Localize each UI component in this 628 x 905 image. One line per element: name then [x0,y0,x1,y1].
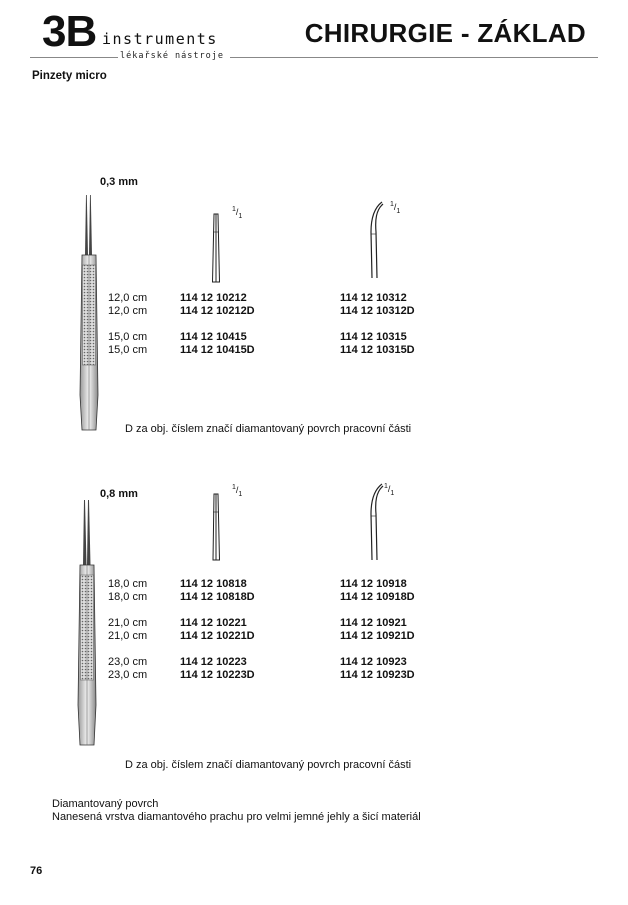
row-length: 23,0 cm [108,669,148,681]
row-length: 23,0 cm [108,656,148,668]
order-code-straight: 114 12 10415 [180,331,247,343]
curved-tip-detail [360,200,386,280]
brand-tagline: lékařské nástroje [120,51,224,61]
header-rule-left [30,57,118,58]
row-length: 15,0 cm [108,331,148,343]
row-length: 15,0 cm [108,344,148,356]
order-code-curved: 114 12 10315D [340,344,415,356]
forceps-full-illustration [72,500,102,750]
scale-label-straight: $^1/_1$ [232,206,243,220]
order-code-straight: 114 12 10818 [180,578,247,590]
footer-heading: Diamantovaný povrch [52,798,159,810]
order-code-straight: 114 12 10221 [180,617,247,629]
tip-size-label: 0,3 mm [100,176,138,188]
order-code-straight: 114 12 10221D [180,630,255,642]
order-code-straight: 114 12 10415D [180,344,255,356]
diamond-note: D za obj. číslem značí diamantovaný povrch pracovní části [125,759,412,771]
order-code-curved: 114 12 10315 [340,331,407,343]
chapter-title: CHIRURGIE - ZÁKLAD [304,18,586,48]
page-number: 76 [30,865,43,877]
order-code-curved: 114 12 10921 [340,617,407,629]
curved-tip-detail [360,482,386,562]
order-code-curved: 114 12 10918D [340,591,415,603]
row-length: 18,0 cm [108,578,148,590]
section-title: Pinzety micro [32,70,107,82]
order-code-curved: 114 12 10312 [340,292,407,304]
scale-label-curved: $^1/_1$ [384,483,395,497]
order-code-straight: 114 12 10223 [180,656,247,668]
scale-label-straight: $^1/_1$ [232,484,243,498]
order-code-straight: 114 12 10818D [180,591,255,603]
order-code-straight: 114 12 10223D [180,669,255,681]
order-code-curved: 114 12 10312D [340,305,415,317]
order-code-straight: 114 12 10212 [180,292,247,304]
row-length: 12,0 cm [108,305,148,317]
footer-description: Nanesená vrstva diamantového prachu pro velmi jemné jehly a šicí materiál [52,811,421,823]
row-length: 21,0 cm [108,630,148,642]
brand-logo-mark: 3B [42,7,97,56]
order-code-curved: 114 12 10918 [340,578,407,590]
order-code-curved: 114 12 10923 [340,656,407,668]
header-rule-right [230,57,598,58]
forceps-full-illustration [74,195,104,435]
row-length: 12,0 cm [108,292,148,304]
brand-logo-word: instruments [102,30,218,48]
tip-size-label: 0,8 mm [100,488,138,500]
order-code-curved: 114 12 10921D [340,630,415,642]
straight-tip-detail [208,212,224,284]
row-length: 21,0 cm [108,617,148,629]
row-length: 18,0 cm [108,591,148,603]
diamond-note: D za obj. číslem značí diamantovaný povrch pracovní části [125,423,412,435]
scale-label-curved: $^1/_1$ [390,201,401,215]
order-code-curved: 114 12 10923D [340,669,415,681]
straight-tip-detail [208,492,224,562]
order-code-straight: 114 12 10212D [180,305,255,317]
